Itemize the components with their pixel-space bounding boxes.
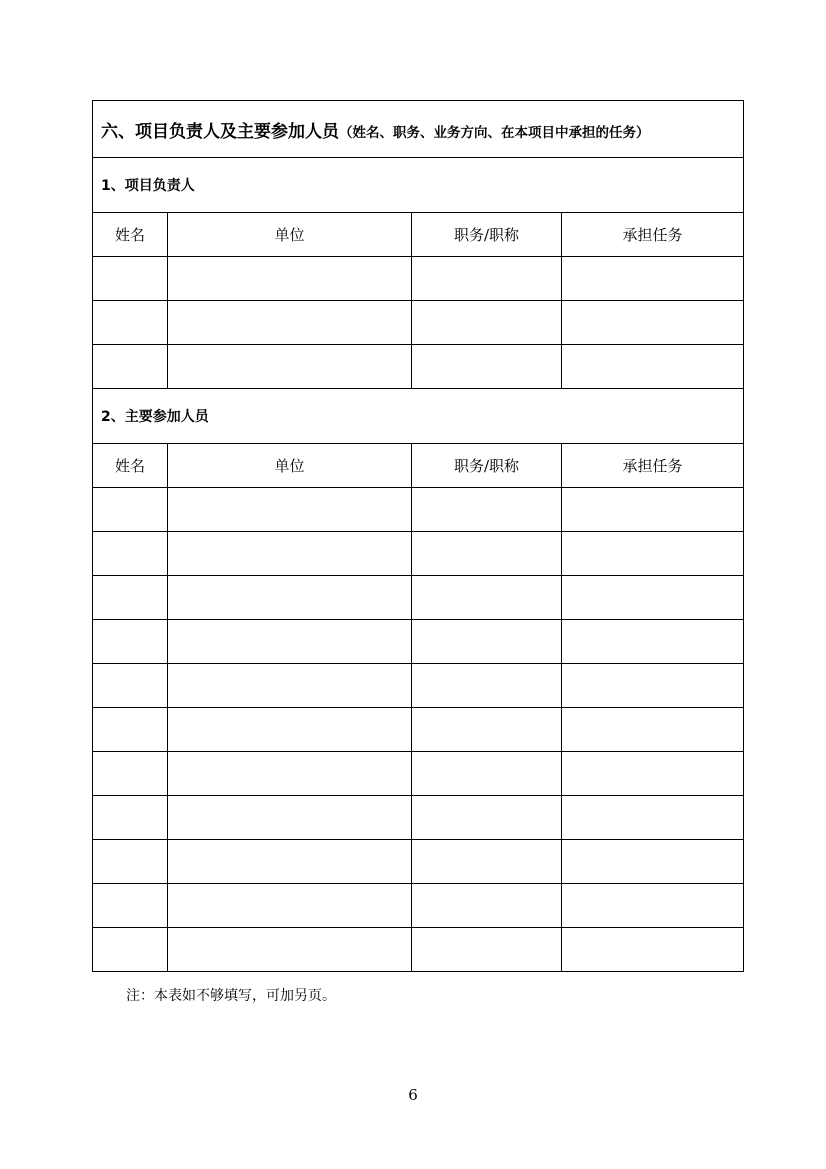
table-row bbox=[93, 708, 744, 752]
name-cell[interactable] bbox=[93, 257, 168, 301]
position-cell[interactable] bbox=[412, 796, 562, 840]
name-cell[interactable] bbox=[93, 620, 168, 664]
name-cell[interactable] bbox=[93, 301, 168, 345]
position-cell[interactable] bbox=[412, 840, 562, 884]
members-header-row bbox=[93, 444, 744, 488]
name-cell[interactable] bbox=[93, 532, 168, 576]
task-cell[interactable] bbox=[562, 840, 744, 884]
task-cell[interactable] bbox=[562, 708, 744, 752]
unit-cell[interactable] bbox=[168, 301, 412, 345]
name-cell[interactable] bbox=[93, 664, 168, 708]
name-cell[interactable] bbox=[93, 345, 168, 389]
table-row bbox=[93, 257, 744, 301]
position-cell[interactable] bbox=[412, 664, 562, 708]
column-header-position: 职务/职称 bbox=[412, 444, 562, 488]
unit-cell[interactable] bbox=[168, 620, 412, 664]
section-title-row bbox=[93, 101, 744, 158]
name-cell[interactable] bbox=[93, 708, 168, 752]
table-row bbox=[93, 664, 744, 708]
position-cell[interactable] bbox=[412, 488, 562, 532]
name-cell[interactable] bbox=[93, 884, 168, 928]
name-cell[interactable] bbox=[93, 796, 168, 840]
table-row bbox=[93, 488, 744, 532]
task-cell[interactable] bbox=[562, 301, 744, 345]
task-cell[interactable] bbox=[562, 796, 744, 840]
unit-cell[interactable] bbox=[168, 532, 412, 576]
task-cell[interactable] bbox=[562, 620, 744, 664]
leader-header-row bbox=[93, 213, 744, 257]
task-cell[interactable] bbox=[562, 257, 744, 301]
section-title bbox=[93, 101, 744, 158]
unit-cell[interactable] bbox=[168, 840, 412, 884]
unit-cell[interactable] bbox=[168, 752, 412, 796]
table-row bbox=[93, 345, 744, 389]
task-cell[interactable] bbox=[562, 884, 744, 928]
leader-heading-row bbox=[93, 158, 744, 213]
table-row bbox=[93, 840, 744, 884]
unit-cell[interactable] bbox=[168, 488, 412, 532]
unit-cell[interactable] bbox=[168, 708, 412, 752]
name-cell[interactable] bbox=[93, 840, 168, 884]
position-cell[interactable] bbox=[412, 576, 562, 620]
section-title-sub: （姓名、职务、业务方向、在本项目中承担的任务） bbox=[339, 124, 650, 141]
column-header-position: 职务/职称 bbox=[412, 213, 562, 257]
task-cell[interactable] bbox=[562, 488, 744, 532]
name-cell[interactable] bbox=[93, 488, 168, 532]
unit-cell[interactable] bbox=[168, 257, 412, 301]
unit-cell[interactable] bbox=[168, 884, 412, 928]
column-header-name: 姓名 bbox=[93, 213, 168, 257]
section-title-main: 六、项目负责人及主要参加人员 bbox=[101, 121, 339, 142]
unit-cell[interactable] bbox=[168, 664, 412, 708]
name-cell[interactable] bbox=[93, 928, 168, 972]
table-row bbox=[93, 576, 744, 620]
table-row bbox=[93, 796, 744, 840]
unit-cell[interactable] bbox=[168, 796, 412, 840]
position-cell[interactable] bbox=[412, 301, 562, 345]
table-row bbox=[93, 532, 744, 576]
position-cell[interactable] bbox=[412, 532, 562, 576]
leader-heading: 1、项目负责人 bbox=[93, 158, 744, 213]
table-row bbox=[93, 620, 744, 664]
table-note: 注：本表如不够填写，可加另页。 bbox=[126, 988, 336, 1004]
table-row bbox=[93, 928, 744, 972]
table-row bbox=[93, 884, 744, 928]
column-header-unit: 单位 bbox=[168, 213, 412, 257]
column-header-name: 姓名 bbox=[93, 444, 168, 488]
task-cell[interactable] bbox=[562, 752, 744, 796]
task-cell[interactable] bbox=[562, 664, 744, 708]
members-heading-row bbox=[93, 389, 744, 444]
position-cell[interactable] bbox=[412, 345, 562, 389]
unit-cell[interactable] bbox=[168, 345, 412, 389]
task-cell[interactable] bbox=[562, 576, 744, 620]
position-cell[interactable] bbox=[412, 257, 562, 301]
position-cell[interactable] bbox=[412, 708, 562, 752]
name-cell[interactable] bbox=[93, 752, 168, 796]
column-header-unit: 单位 bbox=[168, 444, 412, 488]
table-row bbox=[93, 752, 744, 796]
page-number: 6 bbox=[408, 1086, 418, 1104]
unit-cell[interactable] bbox=[168, 928, 412, 972]
column-header-task: 承担任务 bbox=[562, 213, 744, 257]
position-cell[interactable] bbox=[412, 928, 562, 972]
position-cell[interactable] bbox=[412, 884, 562, 928]
task-cell[interactable] bbox=[562, 928, 744, 972]
personnel-table bbox=[92, 100, 744, 972]
table-row bbox=[93, 301, 744, 345]
task-cell[interactable] bbox=[562, 345, 744, 389]
position-cell[interactable] bbox=[412, 620, 562, 664]
column-header-task: 承担任务 bbox=[562, 444, 744, 488]
position-cell[interactable] bbox=[412, 752, 562, 796]
name-cell[interactable] bbox=[93, 576, 168, 620]
members-heading: 2、主要参加人员 bbox=[93, 389, 744, 444]
task-cell[interactable] bbox=[562, 532, 744, 576]
unit-cell[interactable] bbox=[168, 576, 412, 620]
